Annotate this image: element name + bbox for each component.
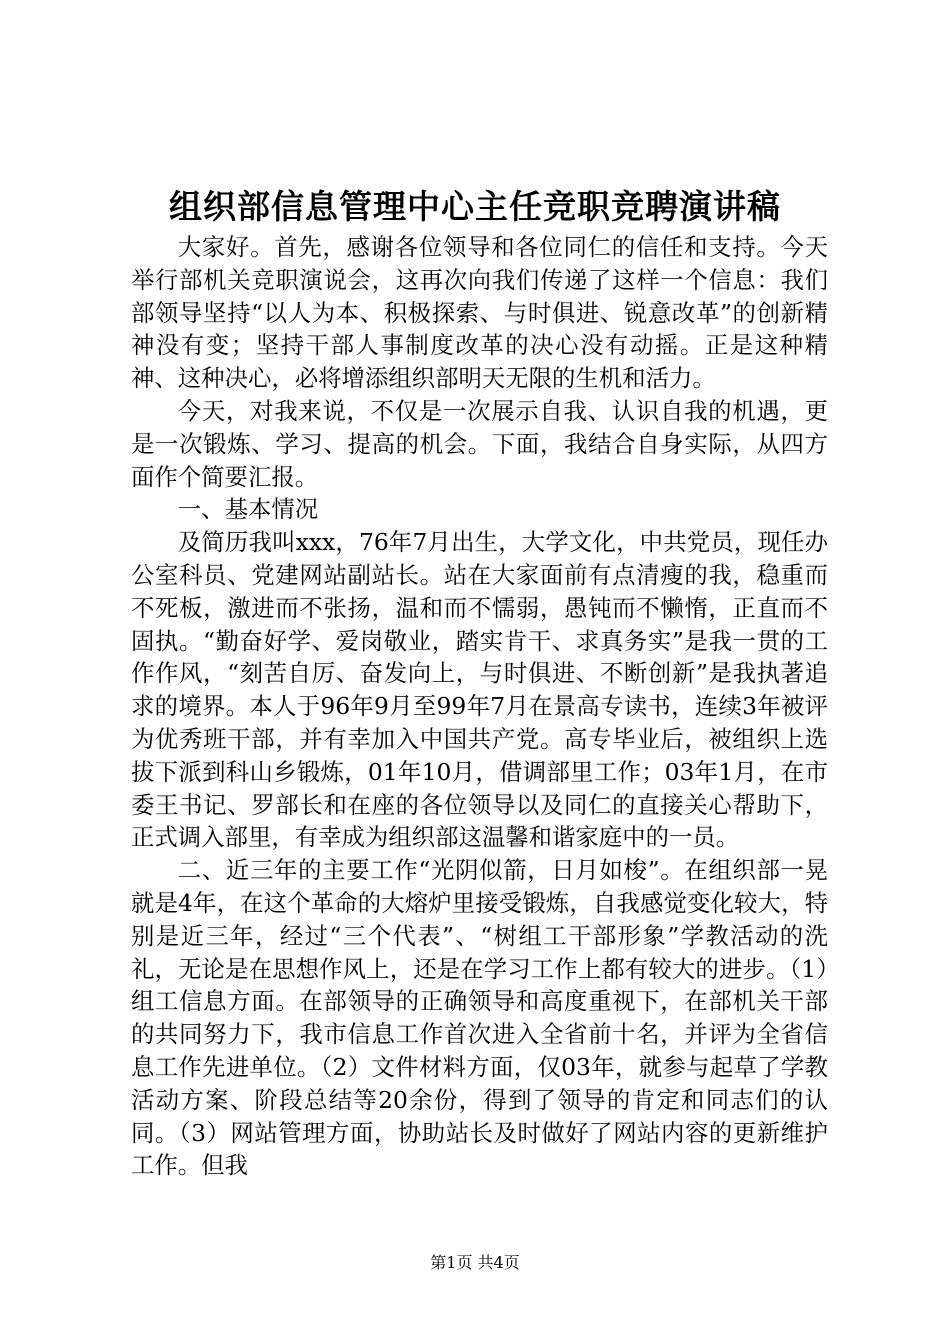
document-title: 组织部信息管理中心主任竞职竞聘演讲稿 xyxy=(169,187,781,226)
document-body xyxy=(131,231,828,1182)
section-heading-basic-info: 一、基本情况 xyxy=(177,495,319,524)
page-indicator: 第1页 共4页 xyxy=(430,1253,520,1272)
paragraph-resume: 及简历我叫xxx，76年7月出生，大学文化，中共党员，现任办公室科员、党建网站副站长。站在大家面前有点清瘦的我，稳重而不死板，激进而不张扬，温和而不懦弱，愚钝而不懒惰，正直而不固执。“勤奋好学、爱岗敬业，踏实肯干、求真务实”是我一贯的工作作风，“刻苦自厉、奋发向上，与时俱进、不断创新”是我执著追求的境界。本人于96年9月至99年7月在景高专读书，连续3年被评为优秀班干部，并有幸加入中国共产党。高专毕业后，被组织上选拔下派到科山乡锻炼，01年10月，借调部里工作；03年1月，在市委王书记、罗部长和在座的各位领导以及同仁的直接关心帮助下，正式调入部里，有幸成为组织部这温馨和谐家庭中的一员。 xyxy=(131,528,828,852)
paragraph-main-work: 二、近三年的主要工作“光阴似箭，日月如梭”。在组织部一晃就是4年，在这个革命的大熔炉里接受锻炼，自我感觉变化较大，特别是近三年，经过“三个代表”、“树组工干部形象”学教活动的洗礼，无论是在思想作风上，还是在学习工作上都有较大的进步。（1）组工信息方面。在部领导的正确领导和高度重视下，在部机关干部的共同努力下，我市信息工作首次进入全省前十名，并评为全省信息工作先进单位。（2）文件材料方面，仅03年，就参与起草了学教活动方案、阶段总结等20余份，得到了领导的肯定和同志们的认同。（3）网站管理方面，协助站长及时做好了网站内容的更新维护工作。但我 xyxy=(131,856,828,1180)
paragraph-introduction: 今天，对我来说，不仅是一次展示自我、认识自我的机遇，更是一次锻炼、学习、提高的机会。下面，我结合自身实际，从四方面作个简要汇报。 xyxy=(131,396,828,491)
paragraph-greeting: 大家好。首先，感谢各位领导和各位同仁的信任和支持。今天举行部机关竞职演说会，这再次向我们传递了这样一个信息：我们部领导坚持“以人为本、积极探索、与时俱进、锐意改革”的创新精神没有变；坚持干部人事制度改革的决心没有动摇。正是这种精神、这种决心，必将增添组织部明天无限的生机和活力。 xyxy=(131,233,828,393)
